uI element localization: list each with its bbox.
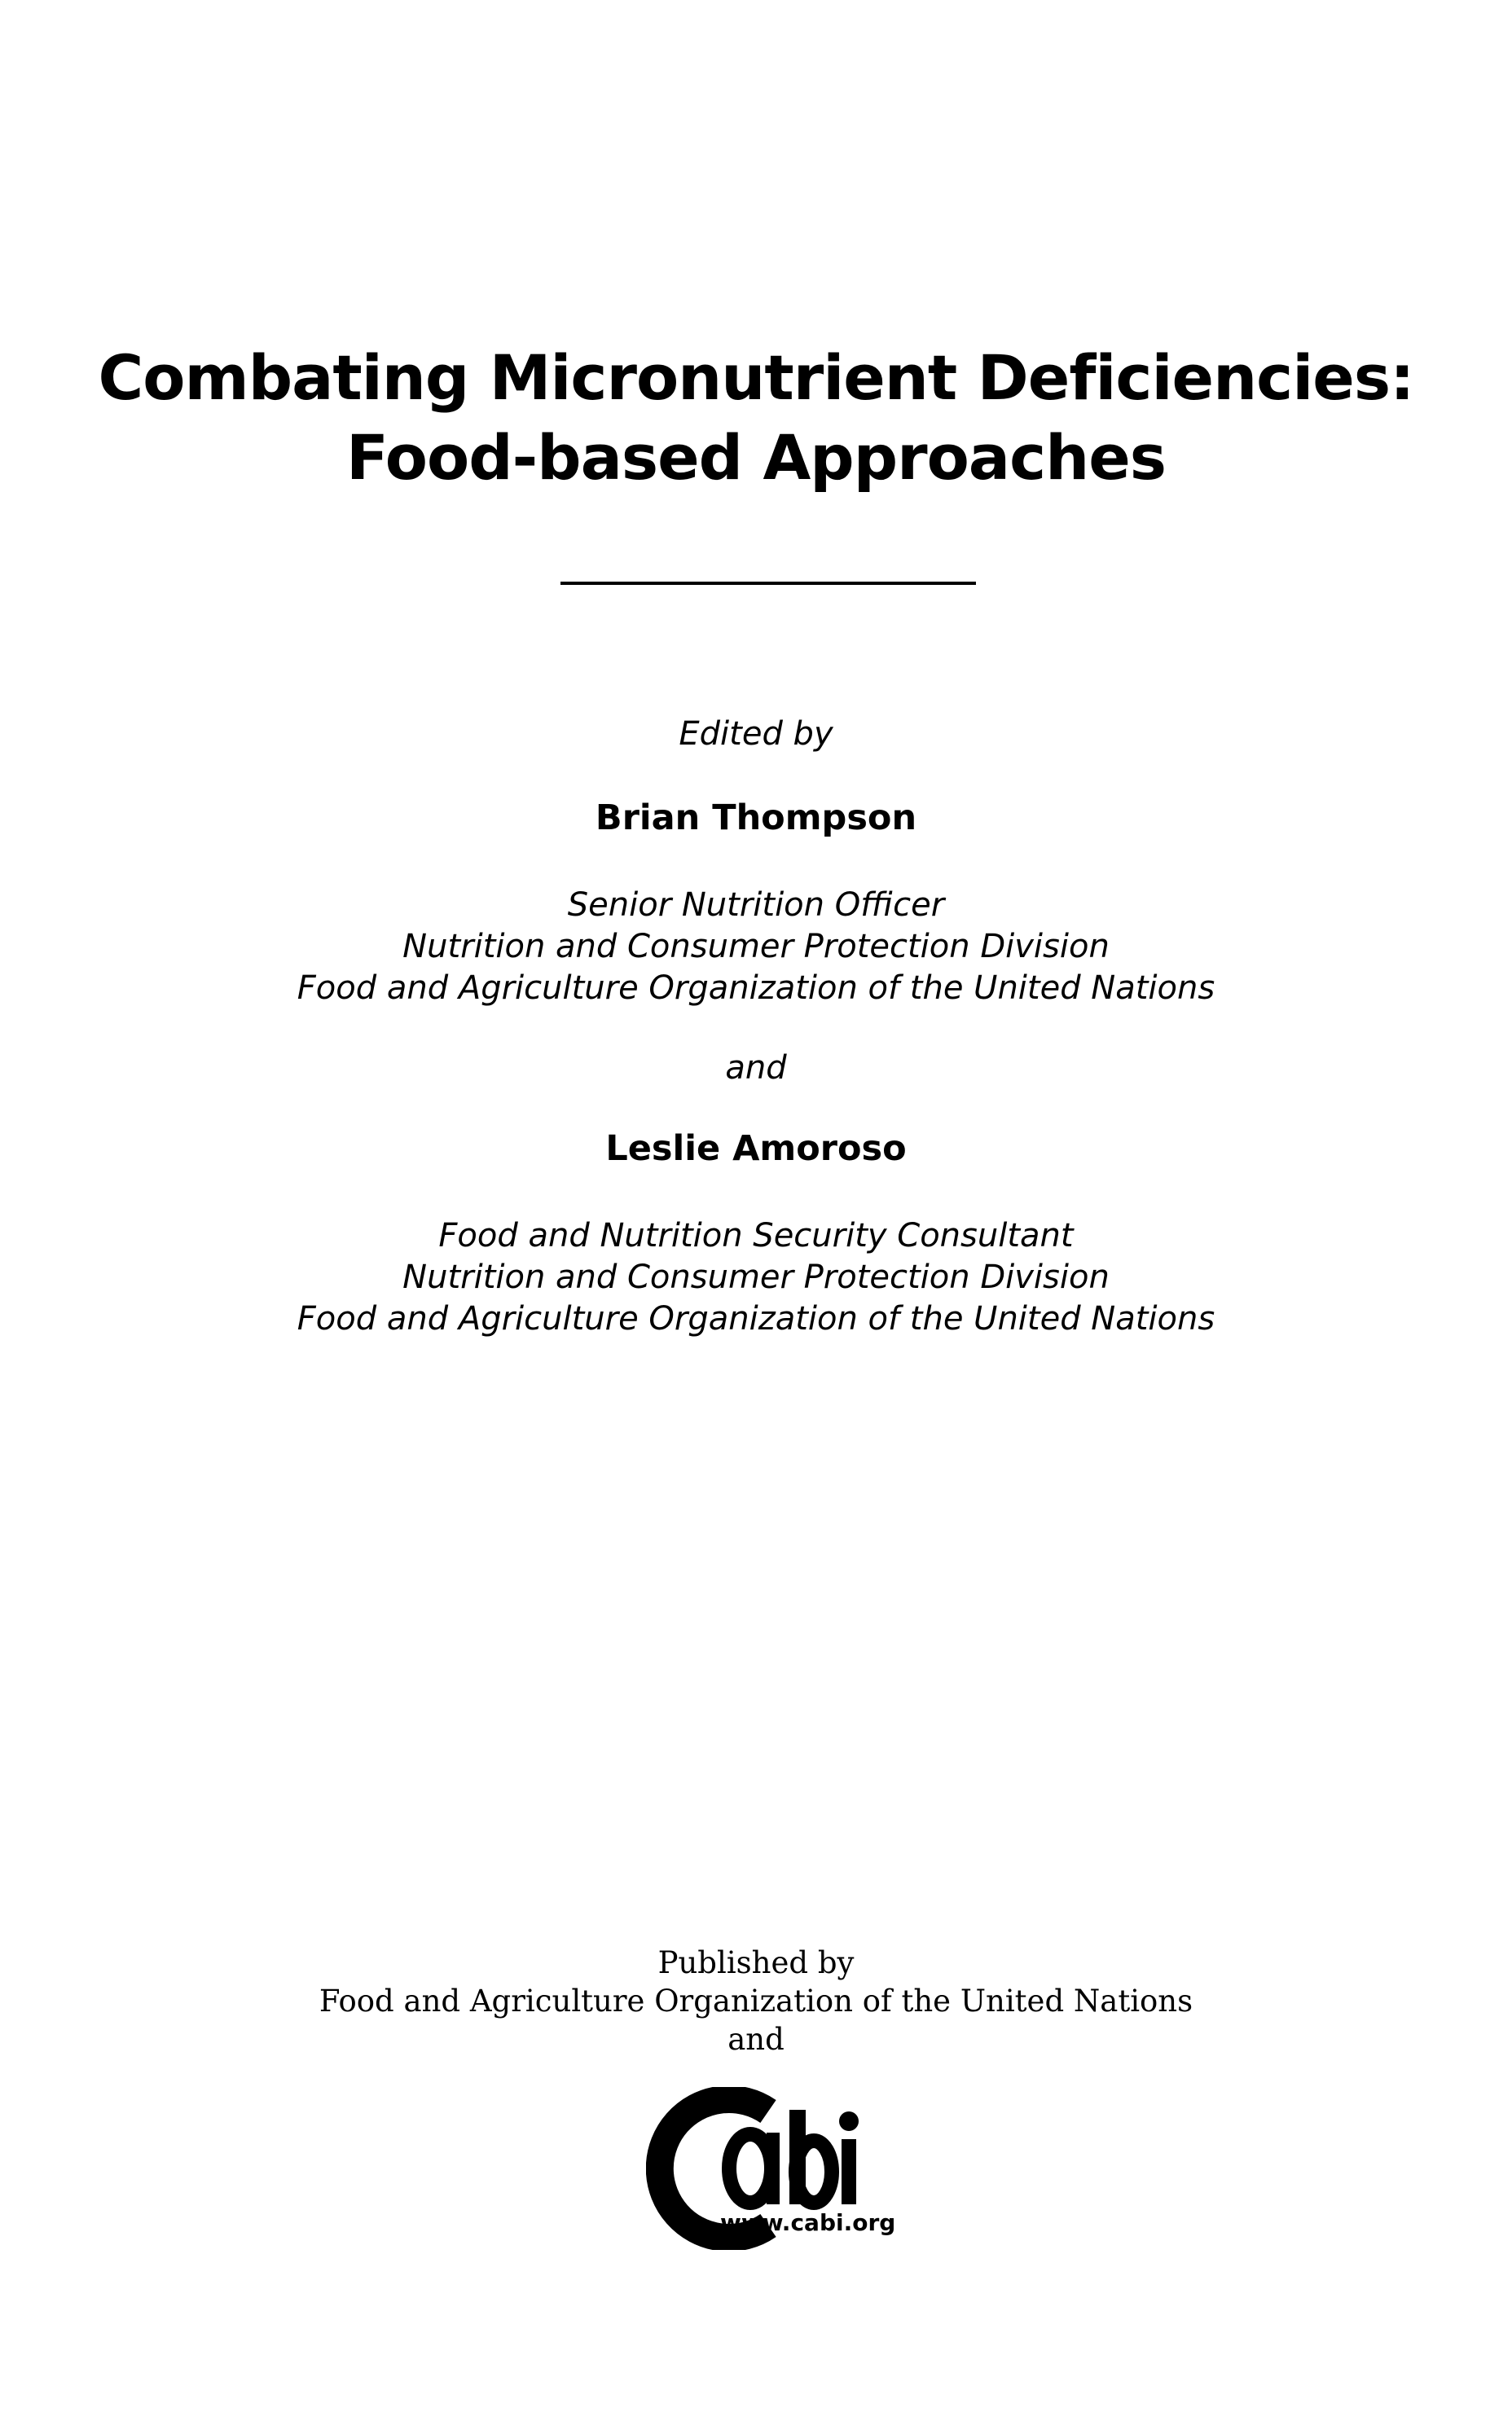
book-title-line-1: Combating Micronutrient Deficiencies:	[98, 341, 1414, 414]
published-by-label: Published by	[657, 1945, 855, 1980]
title-divider	[560, 582, 976, 585]
editor-conjunction: and	[725, 1049, 787, 1087]
editor-2-division: Nutrition and Consumer Protection Division	[402, 1259, 1110, 1296]
editor-1-organization: Food and Agriculture Organization of the United Nations	[297, 969, 1215, 1007]
book-title	[0, 338, 1512, 498]
cabi-website-url: www.cabi.org	[720, 2209, 896, 2236]
editor-1-role: Senior Nutrition Officer	[567, 886, 945, 924]
editor-1-name: Brian Thompson	[595, 797, 917, 838]
editor-2-organization: Food and Agriculture Organization of the United Nations	[297, 1300, 1215, 1338]
editor-2-name: Leslie Amoroso	[605, 1128, 907, 1169]
editor-2-role: Food and Nutrition Security Consultant	[438, 1217, 1074, 1254]
editor-1-division: Nutrition and Consumer Protection Division	[402, 928, 1110, 965]
book-title-line-2: Food-based Approaches	[345, 421, 1167, 494]
publisher-name: Food and Agriculture Organization of the United Nations	[319, 1984, 1193, 2019]
edited-by-label: Edited by	[679, 715, 833, 753]
editor-2-affiliation	[0, 1215, 1512, 1340]
publisher-conjunction: and	[727, 2022, 785, 2057]
editor-1-affiliation	[0, 885, 1512, 1009]
